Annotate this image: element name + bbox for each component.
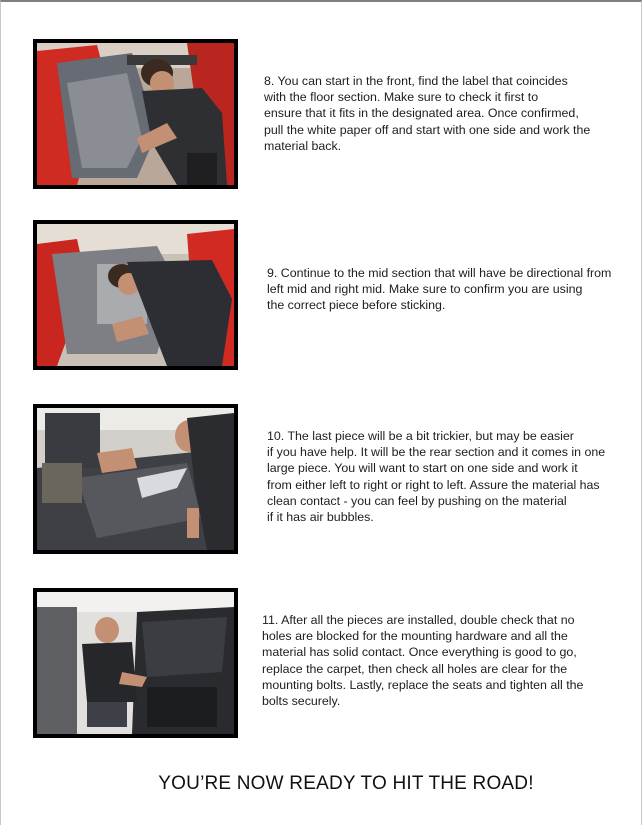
text-line: material back.: [264, 138, 342, 153]
closing-heading: YOU’RE NOW READY TO HIT THE ROAD!: [158, 773, 534, 794]
step-8-photo: [33, 39, 238, 189]
text-line: bolts securely.: [262, 694, 341, 709]
text-line: if you have help. It will be the rear section and it comes in one: [267, 445, 606, 460]
step-10-photo: [33, 404, 238, 554]
text-line: with the floor section. Make sure to check it first to: [264, 90, 539, 105]
text-line: replace the carpet, then check all holes are clear for the: [262, 661, 568, 676]
step-9-photo: [33, 220, 238, 370]
photo-two-installers-rear-section-icon: [37, 408, 234, 550]
text-line: 10. The last piece will be a bit trickier, but may be easier: [267, 429, 574, 443]
text-line: mounting bolts. Lastly, replace the seats and tighten all the: [262, 677, 584, 692]
text-line: if it has air bubbles.: [267, 510, 374, 525]
step-11-photo: [33, 588, 238, 738]
photo-installer-front-floor-icon: [37, 43, 234, 185]
step-9-text: [267, 265, 611, 314]
step-8-text: [264, 73, 590, 154]
text-line: from either left to right or right to left. Assure the material has: [267, 477, 600, 492]
text-line: 8. You can start in the front, find the label that coincides: [264, 74, 568, 88]
text-line: the correct piece before sticking.: [267, 298, 446, 313]
step-11-text: [262, 612, 583, 709]
text-line: holes are blocked for the mounting hardware and all the: [262, 629, 568, 644]
step-10-text: [267, 428, 605, 525]
photo-installer-mid-section-icon: [37, 224, 234, 366]
photo-installer-reinstalling-seats-icon: [37, 592, 234, 734]
text-line: left mid and right mid. Make sure to confirm you are using: [267, 282, 583, 297]
text-line: large piece. You will want to start on one side and work it: [267, 461, 578, 476]
text-line: clean contact - you can feel by pushing on the material: [267, 493, 567, 508]
text-line: 11. After all the pieces are installed, double check that no: [262, 613, 575, 627]
text-line: pull the white paper off and start with one side and work the: [264, 122, 591, 137]
text-line: material has solid contact. Once everything is good to go,: [262, 645, 577, 660]
text-line: ensure that it fits in the designated area. Once confirmed,: [264, 106, 579, 121]
text-line: 9. Continue to the mid section that will have be directional from: [267, 266, 612, 280]
